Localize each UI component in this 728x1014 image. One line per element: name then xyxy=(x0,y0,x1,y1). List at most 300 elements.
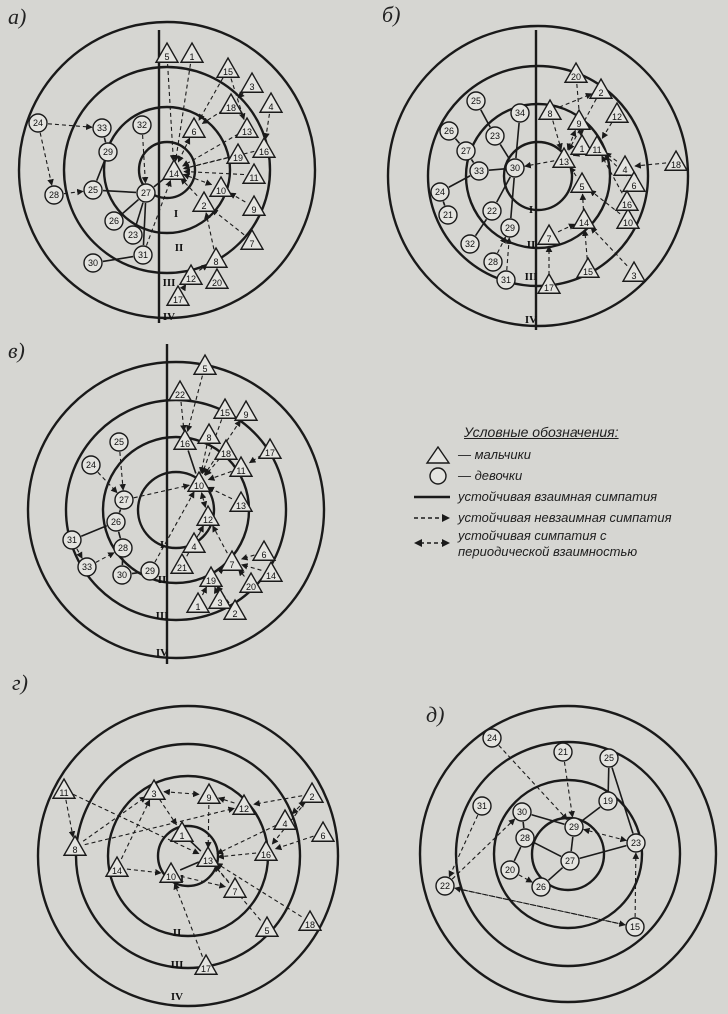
zone-label: III xyxy=(162,277,176,289)
boy-node xyxy=(299,911,321,930)
zone-label: IV xyxy=(155,647,169,659)
zone-label: II xyxy=(172,927,182,939)
periodic-link xyxy=(202,493,206,508)
boy-node xyxy=(236,118,258,137)
node-label: 1 xyxy=(195,602,201,612)
zone-label: II xyxy=(157,574,167,586)
node-label: 10 xyxy=(215,186,227,196)
node-label: 23 xyxy=(127,230,139,240)
node-label: 8 xyxy=(72,845,78,855)
node-label: 31 xyxy=(500,275,512,285)
boy-node xyxy=(163,160,185,179)
node-label: 7 xyxy=(249,239,255,249)
girl-node xyxy=(483,729,501,747)
circle-icon xyxy=(412,467,452,485)
mutual-link xyxy=(523,822,524,828)
node-label: 12 xyxy=(202,515,214,525)
node-label: 30 xyxy=(116,570,128,580)
sympathy-arrow xyxy=(242,565,262,571)
girl-node xyxy=(113,566,131,584)
girl-node xyxy=(565,818,583,836)
boy-node xyxy=(586,136,608,155)
sympathy-arrow xyxy=(184,171,244,174)
node-label: 18 xyxy=(220,449,232,459)
boy-node xyxy=(539,100,561,119)
node-label: 8 xyxy=(213,257,219,267)
mutual-link xyxy=(582,807,600,821)
mutual-link xyxy=(481,110,490,127)
boy-node xyxy=(312,822,334,841)
node-label: 26 xyxy=(110,517,122,527)
node-label: 11 xyxy=(236,466,246,476)
zone-label: IV xyxy=(524,314,538,326)
node-label: 28 xyxy=(487,257,499,267)
sympathy-arrow xyxy=(254,796,302,805)
mutual-link xyxy=(500,144,509,159)
node-label: 30 xyxy=(87,258,99,268)
zone-label: III xyxy=(170,959,184,971)
node-label: 18 xyxy=(304,920,316,930)
girl-node xyxy=(600,749,618,767)
node-label: 31 xyxy=(66,535,78,545)
girl-node xyxy=(439,206,457,224)
sympathy-arrow xyxy=(215,587,216,590)
node-label: 32 xyxy=(136,120,148,130)
girl-node xyxy=(470,162,488,180)
node-label: 30 xyxy=(509,163,521,173)
node-label: 14 xyxy=(578,218,590,228)
boy-node xyxy=(169,381,191,400)
girl-node xyxy=(84,181,102,199)
sympathy-arrow xyxy=(183,285,185,289)
node-label: 29 xyxy=(102,147,114,157)
mutual-link xyxy=(608,768,609,791)
node-label: 4 xyxy=(268,102,274,112)
mutual-link xyxy=(119,532,121,539)
girl-node xyxy=(114,539,132,557)
sympathy-arrow xyxy=(208,805,209,848)
boy-node xyxy=(183,533,205,552)
sympathy-arrow xyxy=(206,213,214,249)
legend-item-label: устойчивая невзаимная симпатия xyxy=(458,510,672,525)
girl-node xyxy=(511,104,529,122)
node-label: 24 xyxy=(486,733,498,743)
sympathy-arrow xyxy=(66,800,73,837)
girl-node xyxy=(532,878,550,896)
node-label: 28 xyxy=(519,833,531,843)
node-label: 23 xyxy=(630,838,642,848)
boy-node xyxy=(187,593,209,612)
sympathy-arrow xyxy=(215,866,229,882)
legend xyxy=(412,424,728,564)
node-label: 15 xyxy=(222,67,234,77)
boy-node xyxy=(614,156,636,175)
boy-node xyxy=(143,780,165,799)
girl-node xyxy=(486,127,504,145)
node-label: 6 xyxy=(261,550,267,560)
node-label: 5 xyxy=(579,182,585,192)
boy-node xyxy=(197,506,219,525)
node-label: 5 xyxy=(264,926,270,936)
node-label: 14 xyxy=(168,169,180,179)
node-label: 7 xyxy=(546,234,552,244)
node-label: 26 xyxy=(443,126,455,136)
node-label: 12 xyxy=(238,804,250,814)
node-label: 1 xyxy=(179,831,185,841)
boy-node xyxy=(253,138,275,157)
mutual-link xyxy=(81,526,106,536)
legend-item-girls xyxy=(412,465,728,486)
node-label: 33 xyxy=(473,166,485,176)
girl-node xyxy=(137,184,155,202)
node-label: 2 xyxy=(201,201,207,211)
node-label: 3 xyxy=(217,598,223,608)
node-label: 13 xyxy=(241,127,253,137)
boy-node xyxy=(577,258,599,277)
mutual-link xyxy=(534,843,561,857)
solid-line-icon xyxy=(412,488,452,506)
boy-node xyxy=(243,196,265,215)
legend-item-label: устойчивая симпатия с xyxy=(458,528,607,543)
node-label: 15 xyxy=(582,267,594,277)
mutual-link xyxy=(455,139,459,144)
node-label: 2 xyxy=(309,792,315,802)
sociogram-g xyxy=(20,696,350,1014)
node-label: 31 xyxy=(476,801,488,811)
sympathy-arrow xyxy=(212,209,244,235)
legend-item-label: устойчивая взаимная симпатия xyxy=(458,489,658,504)
sympathy-arrow xyxy=(266,114,270,139)
node-label: 14 xyxy=(111,866,123,876)
node-label: 5 xyxy=(202,364,208,374)
node-label: 2 xyxy=(598,88,604,98)
node-label: 17 xyxy=(172,295,184,305)
node-label: 13 xyxy=(202,856,214,866)
girl-node xyxy=(134,246,152,264)
node-label: 27 xyxy=(460,146,472,156)
sympathy-arrow xyxy=(172,883,203,956)
zone-label: II xyxy=(526,239,536,251)
boy-node xyxy=(573,209,595,228)
girl-node xyxy=(436,877,454,895)
node-label: 31 xyxy=(137,250,149,260)
node-label: 11 xyxy=(249,173,259,183)
girl-node xyxy=(473,797,491,815)
girl-node xyxy=(561,852,579,870)
sociogram-d xyxy=(422,690,728,1014)
node-label: 3 xyxy=(631,271,637,281)
legend-item-periodic xyxy=(412,528,728,564)
boy-node xyxy=(255,841,277,860)
girl-node xyxy=(457,142,475,160)
ring-3 xyxy=(64,67,270,273)
zone-label: IV xyxy=(170,991,184,1003)
sympathy-arrow xyxy=(160,799,177,824)
girl-node xyxy=(105,212,123,230)
node-label: 3 xyxy=(151,789,157,799)
girl-node xyxy=(497,271,515,289)
node-label: 27 xyxy=(140,188,152,198)
node-label: 13 xyxy=(235,501,247,511)
sympathy-arrow xyxy=(583,194,584,210)
boy-node xyxy=(209,589,231,608)
node-label: 5 xyxy=(164,52,170,62)
sociogram-a xyxy=(16,18,322,328)
node-label: 21 xyxy=(442,210,454,220)
node-label: 26 xyxy=(535,882,547,892)
girl-node xyxy=(431,183,449,201)
triangle-icon xyxy=(412,446,452,464)
girl-node xyxy=(141,562,159,580)
periodic-link xyxy=(183,174,211,184)
boy-node xyxy=(665,151,687,170)
node-label: 9 xyxy=(576,119,582,129)
node-label: 20 xyxy=(245,582,257,592)
boy-node xyxy=(260,93,282,112)
node-label: 1 xyxy=(189,52,195,62)
girl-node xyxy=(29,114,47,132)
node-label: 20 xyxy=(570,72,582,82)
legend-item-label-2: периодической взаимностью xyxy=(458,544,638,559)
node-label: 29 xyxy=(144,566,156,576)
node-label: 17 xyxy=(200,964,212,974)
sympathy-arrow xyxy=(205,459,219,476)
sympathy-arrow xyxy=(202,419,221,473)
node-label: 17 xyxy=(264,448,276,458)
node-label: 1 xyxy=(579,144,585,154)
node-label: 4 xyxy=(282,819,288,829)
node-label: 24 xyxy=(85,460,97,470)
node-label: 30 xyxy=(516,807,528,817)
boy-node xyxy=(571,173,593,192)
node-label: 20 xyxy=(504,865,516,875)
sympathy-arrow xyxy=(242,555,255,559)
girl-node xyxy=(501,219,519,237)
periodic-link xyxy=(584,829,627,840)
node-label: 21 xyxy=(176,563,188,573)
node-label: 19 xyxy=(205,576,217,586)
boy-node xyxy=(181,43,203,62)
node-label: 18 xyxy=(225,103,237,113)
node-label: 16 xyxy=(179,439,191,449)
girl-node xyxy=(45,186,63,204)
sympathy-arrow xyxy=(96,553,114,563)
boy-node xyxy=(253,541,275,560)
node-label: 17 xyxy=(543,283,555,293)
boy-node xyxy=(235,401,257,420)
boy-node xyxy=(616,191,638,210)
boy-node xyxy=(171,554,193,573)
girl-node xyxy=(63,531,81,549)
node-label: 33 xyxy=(81,562,93,572)
mutual-link xyxy=(188,450,196,473)
periodic-link xyxy=(568,130,576,149)
zone-label: I xyxy=(179,873,185,885)
boy-node xyxy=(206,269,228,288)
node-label: 24 xyxy=(434,187,446,197)
sympathy-arrow xyxy=(143,135,146,183)
girl-node xyxy=(107,513,125,531)
boy-node xyxy=(205,248,227,267)
node-label: 4 xyxy=(622,165,628,175)
sympathy-arrow xyxy=(275,836,313,849)
girl-node xyxy=(599,792,617,810)
girl-node xyxy=(483,202,501,220)
mutual-link xyxy=(471,159,473,162)
sympathy-arrow xyxy=(202,587,206,595)
girl-node xyxy=(115,491,133,509)
mutual-link xyxy=(119,509,120,512)
mutual-link xyxy=(143,203,145,245)
girl-node xyxy=(501,861,519,879)
boy-node xyxy=(538,225,560,244)
sociogram-b xyxy=(390,18,696,338)
mutual-link xyxy=(136,203,143,226)
node-label: 7 xyxy=(229,560,235,570)
node-label: 29 xyxy=(504,223,516,233)
node-label: 25 xyxy=(113,437,125,447)
sympathy-arrow xyxy=(98,472,117,492)
legend-title: Условные обозначения: xyxy=(464,424,619,440)
zone-label: III xyxy=(155,610,169,622)
node-label: 9 xyxy=(251,205,257,215)
panel-label-b: б) xyxy=(382,2,401,27)
panel-label-a: а) xyxy=(8,4,27,29)
sympathy-arrow xyxy=(213,526,228,553)
node-label: 8 xyxy=(206,433,212,443)
girl-node xyxy=(99,143,117,161)
zone-label: I xyxy=(173,208,179,220)
sympathy-arrow xyxy=(564,762,572,817)
boy-node xyxy=(183,118,205,137)
sympathy-arrow xyxy=(525,161,554,166)
legend-item-nonmutual xyxy=(412,507,728,528)
node-label: 21 xyxy=(557,747,569,757)
node-label: 12 xyxy=(185,274,197,284)
node-label: 2 xyxy=(232,609,238,619)
mutual-link xyxy=(180,862,199,870)
boy-node xyxy=(553,148,575,167)
girl-node xyxy=(461,235,479,253)
node-label: 12 xyxy=(611,112,623,122)
girl-node xyxy=(626,918,644,936)
node-label: 27 xyxy=(118,495,130,505)
sympathy-arrow xyxy=(168,64,174,161)
node-label: 20 xyxy=(211,278,223,288)
girl-node xyxy=(484,253,502,271)
node-label: 28 xyxy=(117,543,129,553)
node-label: 9 xyxy=(206,793,212,803)
sympathy-arrow xyxy=(559,94,592,107)
node-label: 4 xyxy=(191,542,197,552)
girl-node xyxy=(516,829,534,847)
node-label: 6 xyxy=(320,831,326,841)
periodic-link xyxy=(164,792,199,795)
girl-node xyxy=(82,456,100,474)
node-label: 26 xyxy=(108,216,120,226)
sympathy-arrow xyxy=(602,123,612,139)
node-label: 32 xyxy=(464,239,476,249)
node-label: 25 xyxy=(603,753,615,763)
girl-node xyxy=(467,92,485,110)
node-label: 11 xyxy=(592,145,602,155)
boy-node xyxy=(617,209,639,228)
mutual-link xyxy=(516,123,519,158)
sympathy-arrow xyxy=(519,875,532,882)
sympathy-arrow xyxy=(48,124,92,127)
mutual-link xyxy=(548,868,562,881)
node-label: 28 xyxy=(48,190,60,200)
node-label: 3 xyxy=(249,82,255,92)
sympathy-arrow xyxy=(219,798,235,803)
mutual-link xyxy=(489,169,505,170)
node-label: 10 xyxy=(622,218,634,228)
node-label: 25 xyxy=(87,185,99,195)
mutual-link xyxy=(571,837,573,851)
node-label: 10 xyxy=(165,872,177,882)
node-label: 29 xyxy=(568,822,580,832)
legend-item-label: — девочки xyxy=(458,468,523,483)
node-label: 6 xyxy=(191,127,197,137)
sympathy-arrow xyxy=(585,230,587,259)
node-label: 7 xyxy=(232,887,238,897)
boy-node xyxy=(243,164,265,183)
node-label: 25 xyxy=(470,96,482,106)
node-label: 9 xyxy=(243,410,249,420)
girl-node xyxy=(506,159,524,177)
girl-node xyxy=(93,119,111,137)
boy-node xyxy=(198,784,220,803)
sympathy-arrow xyxy=(635,163,666,166)
node-label: 34 xyxy=(514,108,526,118)
node-label: 14 xyxy=(265,571,277,581)
boy-node xyxy=(221,551,243,570)
node-label: 22 xyxy=(439,881,451,891)
zone-label: IV xyxy=(162,311,176,323)
sympathy-arrow xyxy=(208,471,231,479)
sympathy-arrow xyxy=(40,133,52,185)
node-label: 10 xyxy=(193,481,205,491)
zone-label: II xyxy=(174,242,184,254)
node-label: 19 xyxy=(232,153,244,163)
legend-item-boys xyxy=(412,444,728,465)
zone-label: I xyxy=(528,204,534,216)
mutual-link xyxy=(104,138,105,143)
double-dashed-arrow-icon xyxy=(412,534,452,552)
node-label: 16 xyxy=(260,850,272,860)
node-label: 22 xyxy=(486,206,498,216)
node-label: 11 xyxy=(59,788,69,798)
boy-node xyxy=(233,795,255,814)
node-label: 16 xyxy=(258,147,270,157)
boy-node xyxy=(260,562,282,581)
sympathy-arrow xyxy=(181,402,184,431)
panel-label-v: в) xyxy=(8,338,25,363)
girl-node xyxy=(110,433,128,451)
girl-node xyxy=(124,226,142,244)
mutual-link xyxy=(122,200,139,215)
dashed-arrow-icon xyxy=(412,509,452,527)
node-label: 16 xyxy=(621,200,633,210)
girl-node xyxy=(440,122,458,140)
node-label: 15 xyxy=(629,922,641,932)
legend-item-label: — мальчики xyxy=(458,447,531,462)
sociogram-v xyxy=(28,338,332,664)
panel-label-d: д) xyxy=(426,702,445,727)
node-label: 15 xyxy=(219,408,231,418)
ring-4 xyxy=(38,706,338,1006)
zone-label: I xyxy=(159,539,165,551)
